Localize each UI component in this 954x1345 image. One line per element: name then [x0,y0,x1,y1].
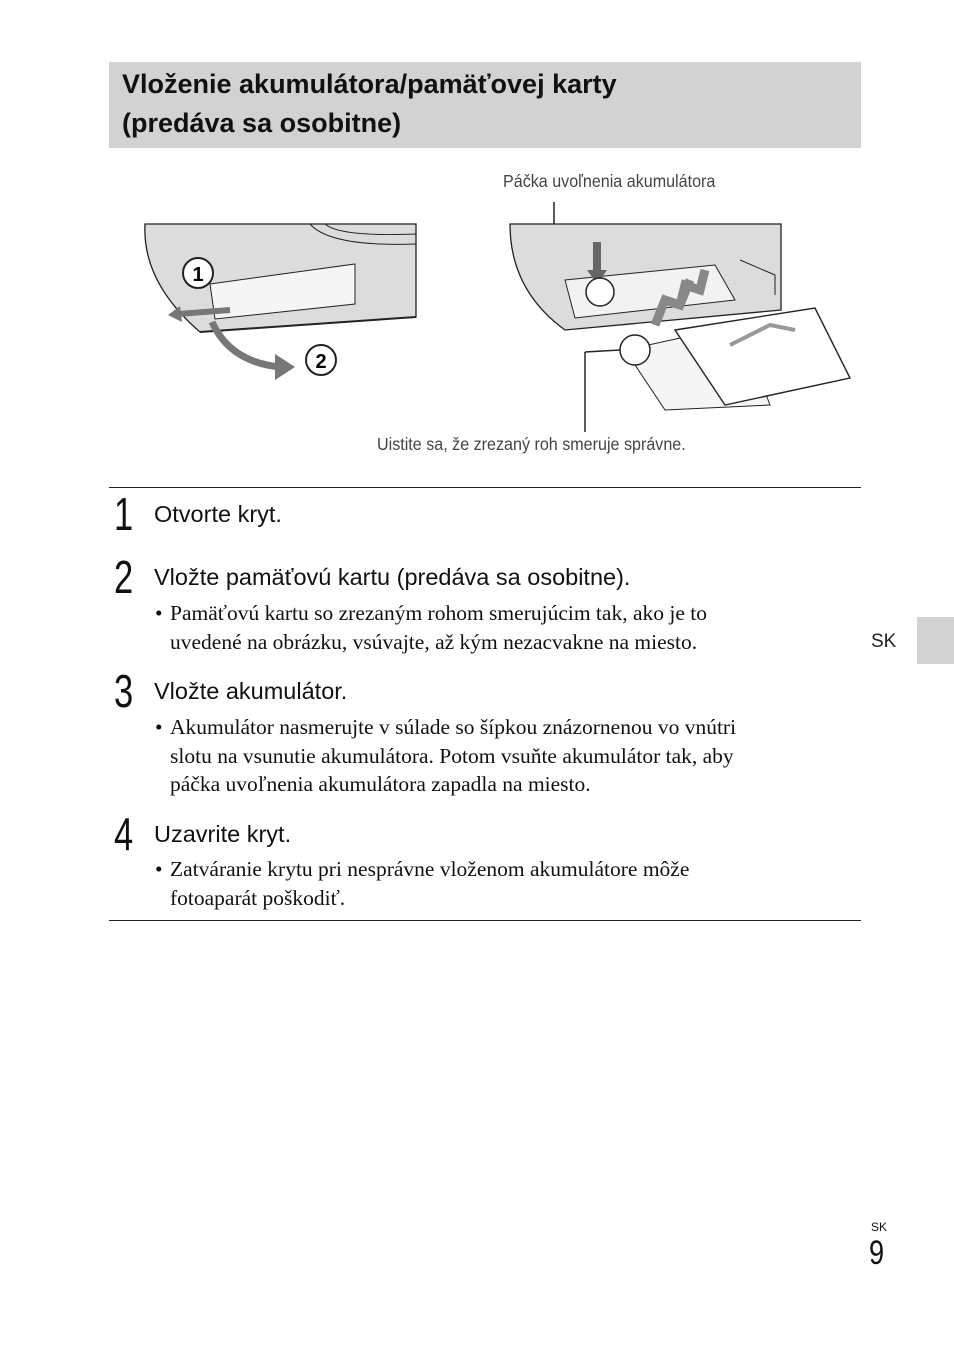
step-2-bullet [155,599,707,656]
bottom-divider [109,920,861,921]
step-4-bullet [155,855,689,912]
open-cover-illustration [140,222,420,382]
bullet-dot: • [155,857,163,881]
top-divider [109,487,861,488]
bullet-line: Akumulátor nasmerujte v súlade so šípkou znázornenou vo vnútri [170,715,737,739]
bullet-line: Pamäťovú kartu so zrezaným rohom smerujúcim tak, ako je to [170,601,707,625]
step-2-title: Vložte pamäťovú kartu (predáva sa osobitne). [154,564,631,590]
step-1-number: 1 [114,488,134,540]
bullet-line: Zatváranie krytu pri nesprávne vloženom akumulátore môže [170,857,690,881]
footer-lang: SK [871,1220,888,1234]
page-number: 9 [869,1234,885,1272]
step-3-number: 3 [114,665,134,717]
corner-caption: Uistite sa, že zrezaný roh smeruje správne. [377,434,686,454]
step-3-title: Vložte akumulátor. [154,678,348,704]
step-1-title: Otvorte kryt. [154,501,282,527]
insert-battery-illustration [505,200,855,435]
bullet-line: slotu na vsunutie akumulátora. Potom vsuňte akumulátor tak, aby [170,743,734,768]
lever-caption: Páčka uvoľnenia akumulátora [503,171,716,191]
section-title-line-1: Vloženie akumulátora/pamäťovej karty [122,69,617,99]
bullet-line: uvedené na obrázku, vsúvajte, až kým nezacvakne na miesto. [170,629,698,654]
section-header [109,62,861,148]
step-4-number: 4 [114,808,134,860]
step-4-title: Uzavrite kryt. [154,821,292,847]
bullet-line: páčka uvoľnenia akumulátora zapadla na miesto. [170,772,591,796]
bullet-dot: • [155,601,163,625]
step-2-number: 2 [114,551,134,603]
bullet-dot: • [155,715,163,739]
callout-2: 2 [315,351,327,373]
section-title-line-2: (predáva sa osobitne) [122,108,402,138]
side-language-tab [917,617,954,664]
bullet-line: fotoaparát poškodiť. [170,885,346,910]
callout-1: 1 [192,264,204,286]
step-3-bullet [155,713,736,799]
side-language-label: SK [871,631,897,652]
